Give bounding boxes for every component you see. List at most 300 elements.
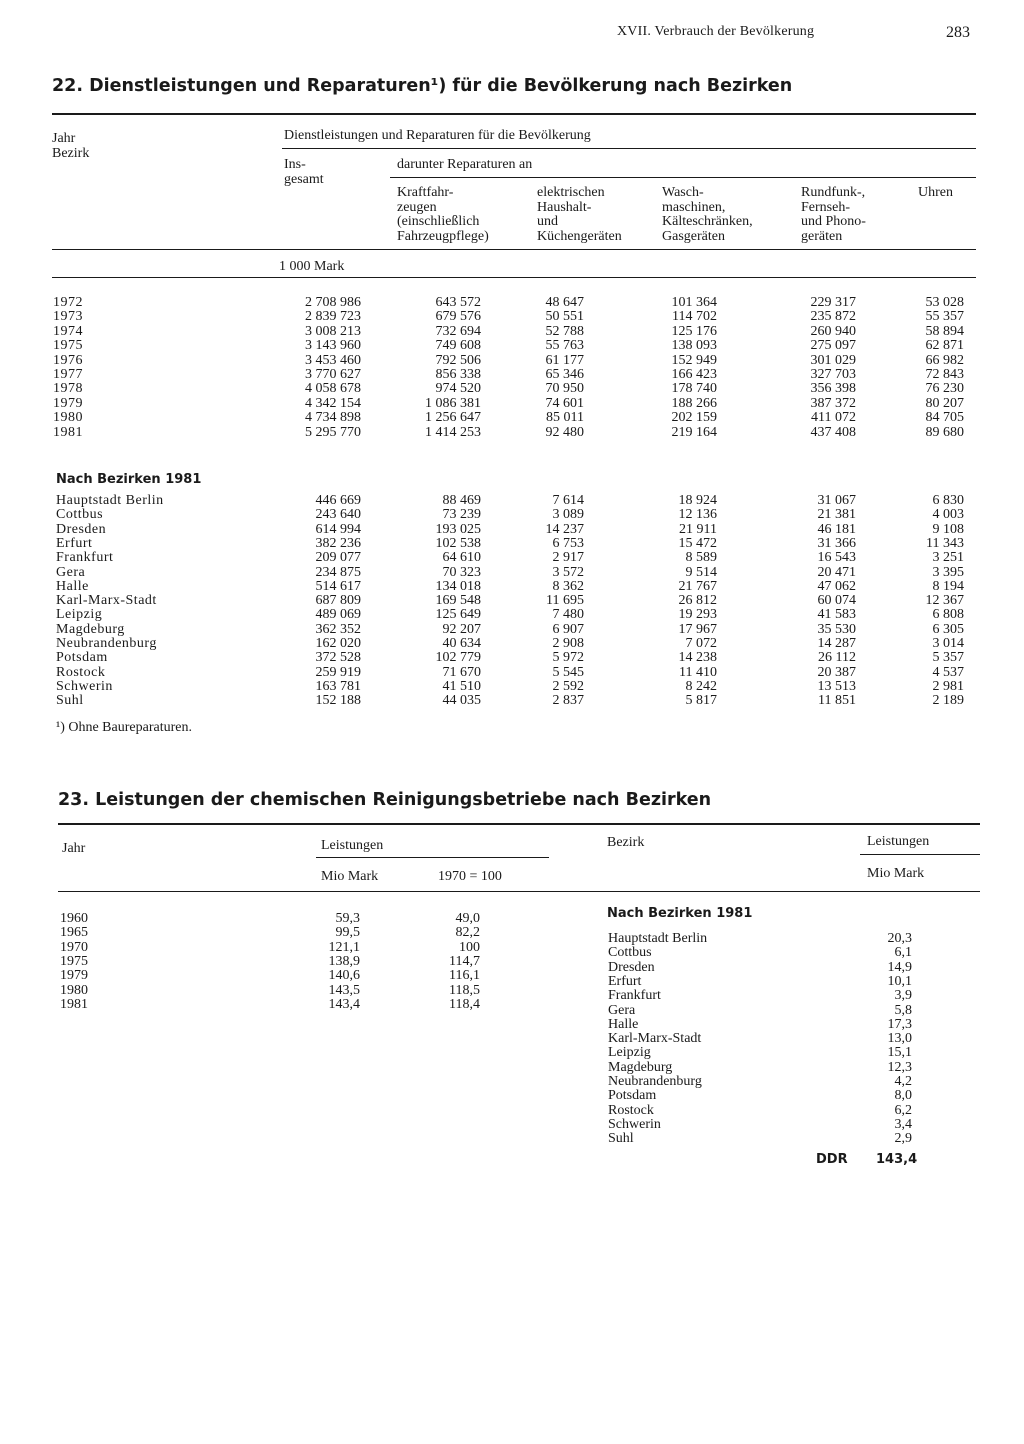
cell-value: 71 670 bbox=[442, 664, 481, 680]
cell-value: 229 317 bbox=[810, 295, 856, 310]
cell-value: 188 266 bbox=[671, 395, 717, 411]
cell-value: 21 767 bbox=[678, 578, 717, 594]
cell-mio-mark: 138,9 bbox=[328, 953, 360, 969]
cell-value: 20,3 bbox=[887, 931, 912, 946]
col-insgesamt-2: gesamt bbox=[284, 172, 324, 187]
cell-value: 20 387 bbox=[817, 664, 856, 680]
cell-value: 3,9 bbox=[894, 988, 912, 1004]
col-darunter-label: darunter Reparaturen an bbox=[397, 157, 533, 172]
cell-value: 11 343 bbox=[926, 535, 964, 551]
row-label: Cottbus bbox=[56, 507, 104, 523]
sub-column-header-line: Uhren bbox=[918, 185, 953, 200]
cell-value: 8 194 bbox=[932, 578, 964, 594]
cell-value: 44 035 bbox=[442, 693, 481, 709]
row-label: 1970 bbox=[60, 939, 88, 955]
cell-value: 101 364 bbox=[671, 295, 717, 310]
cell-value: 70 323 bbox=[442, 564, 481, 580]
cell-value: 35 530 bbox=[817, 621, 856, 637]
cell-value: 64 610 bbox=[442, 550, 481, 566]
page-number: 283 bbox=[946, 24, 970, 41]
cell-mio-mark: 143,4 bbox=[328, 996, 360, 1012]
table-row bbox=[0, 1088, 1024, 1103]
row-label: Magdeburg bbox=[608, 1059, 673, 1075]
row-label: Potsdam bbox=[56, 650, 108, 666]
sub-column-header-line: und bbox=[537, 214, 558, 229]
table-23-top-rule bbox=[58, 823, 980, 825]
t23-col-mio-mark: Mio Mark bbox=[321, 869, 379, 884]
table-row bbox=[0, 1003, 1024, 1018]
cell-value: 2 592 bbox=[552, 678, 584, 694]
cell-value: 362 352 bbox=[315, 621, 361, 637]
row-label: Schwerin bbox=[56, 678, 113, 694]
cell-value: 178 740 bbox=[671, 381, 717, 397]
cell-value: 2 917 bbox=[552, 550, 584, 566]
sub-column-header-line: und Phono- bbox=[801, 214, 866, 229]
cell-value: 234 875 bbox=[315, 564, 361, 580]
table-row bbox=[0, 622, 1024, 637]
cell-value: 382 236 bbox=[315, 535, 361, 551]
cell-value: 275 097 bbox=[810, 338, 856, 354]
cell-value: 4 003 bbox=[932, 507, 964, 523]
cell-value: 792 506 bbox=[435, 352, 481, 368]
row-label: Leipzig bbox=[56, 607, 103, 623]
cell-value: 2,9 bbox=[894, 1131, 912, 1147]
cell-index: 82,2 bbox=[455, 925, 480, 941]
cell-index: 100 bbox=[459, 939, 480, 955]
cell-value: 138 093 bbox=[671, 338, 717, 354]
cell-value: 387 372 bbox=[810, 395, 856, 411]
footnote: ¹) Ohne Baureparaturen. bbox=[56, 720, 192, 735]
cell-value: 3 143 960 bbox=[305, 338, 361, 354]
table-row bbox=[0, 1060, 1024, 1075]
sub-column-header-line: Rundfunk-, bbox=[801, 185, 866, 200]
cell-value: 12 367 bbox=[925, 593, 964, 609]
table-row bbox=[0, 493, 1024, 508]
cell-value: 80 207 bbox=[925, 395, 964, 411]
cell-value: 92 207 bbox=[442, 621, 481, 637]
cell-value: 26 812 bbox=[678, 593, 717, 609]
cell-value: 2 908 bbox=[552, 636, 584, 651]
row-label: Hauptstadt Berlin bbox=[608, 931, 708, 946]
cell-value: 235 872 bbox=[810, 309, 856, 325]
cell-value: 14 287 bbox=[817, 636, 856, 651]
cell-value: 50 551 bbox=[545, 309, 584, 325]
cell-value: 643 572 bbox=[435, 295, 481, 310]
table-23-title: 23. Leistungen der chemischen Reinigungsbetriebe nach Bezirken bbox=[58, 790, 712, 810]
cell-value: 5 817 bbox=[685, 693, 717, 709]
row-label: 1979 bbox=[53, 395, 83, 411]
cell-value: 8 362 bbox=[552, 578, 584, 594]
cell-value: 1 414 253 bbox=[425, 424, 481, 440]
cell-value: 10,1 bbox=[887, 973, 912, 989]
cell-value: 9 108 bbox=[932, 521, 964, 537]
cell-value: 88 469 bbox=[442, 493, 481, 508]
cell-value: 11 695 bbox=[546, 593, 584, 609]
row-label: 1981 bbox=[60, 996, 88, 1012]
cell-index: 118,5 bbox=[449, 982, 480, 998]
sub-column-header-line: geräten bbox=[801, 228, 843, 244]
t23-col-mio-mark-right: Mio Mark bbox=[867, 866, 925, 881]
cell-value: 5 972 bbox=[552, 650, 584, 666]
cell-value: 46 181 bbox=[817, 521, 856, 537]
cell-value: 169 548 bbox=[435, 593, 481, 609]
cell-value: 11 410 bbox=[679, 664, 717, 680]
cell-value: 48 647 bbox=[545, 295, 584, 310]
table-row bbox=[0, 1074, 1024, 1089]
cell-value: 2 189 bbox=[932, 693, 964, 709]
row-label: Rostock bbox=[56, 664, 106, 680]
cell-value: 974 520 bbox=[435, 381, 481, 397]
cell-value: 3 008 213 bbox=[305, 323, 361, 339]
cell-value: 411 072 bbox=[811, 410, 856, 426]
t23-col-bezirk: Bezirk bbox=[607, 835, 645, 850]
cell-value: 3 770 627 bbox=[305, 367, 361, 382]
cell-value: 55 357 bbox=[925, 309, 964, 325]
table-row bbox=[0, 338, 1024, 353]
cell-value: 85 011 bbox=[546, 410, 584, 426]
cell-value: 7 614 bbox=[552, 493, 584, 508]
cell-value: 17,3 bbox=[887, 1016, 912, 1032]
cell-value: 732 694 bbox=[435, 323, 481, 339]
cell-value: 65 346 bbox=[545, 367, 584, 382]
cell-value: 12 136 bbox=[678, 507, 717, 523]
cell-value: 856 338 bbox=[435, 367, 481, 382]
cell-value: 514 617 bbox=[315, 578, 361, 594]
row-label: 1977 bbox=[53, 367, 83, 382]
row-label: 1976 bbox=[53, 352, 83, 368]
table-row bbox=[0, 410, 1024, 425]
sub-column-header-line: maschinen, bbox=[662, 199, 726, 215]
col-group-label: Dienstleistungen und Reparaturen für die Bevölkerung bbox=[284, 128, 591, 143]
row-label: 1975 bbox=[60, 953, 88, 969]
cell-value: 166 423 bbox=[671, 367, 717, 382]
row-label: 1965 bbox=[60, 925, 88, 941]
cell-value: 6 808 bbox=[932, 607, 964, 623]
cell-value: 15,1 bbox=[887, 1045, 912, 1061]
col-jahr-label: Jahr bbox=[52, 131, 76, 146]
cell-value: 202 159 bbox=[671, 410, 717, 426]
table-row bbox=[0, 1131, 1024, 1146]
cell-value: 1 256 647 bbox=[425, 410, 481, 426]
row-label: Karl-Marx-Stadt bbox=[608, 1031, 702, 1047]
cell-value: 62 871 bbox=[925, 338, 964, 354]
cell-value: 372 528 bbox=[315, 650, 361, 666]
table-row bbox=[0, 396, 1024, 411]
cell-value: 89 680 bbox=[925, 424, 964, 440]
cell-value: 260 940 bbox=[810, 323, 856, 339]
table-row bbox=[0, 536, 1024, 551]
cell-value: 52 788 bbox=[545, 323, 584, 339]
sub-column-header-line: Fernseh- bbox=[801, 199, 850, 215]
cell-value: 2 837 bbox=[552, 693, 584, 709]
table-row bbox=[0, 425, 1024, 440]
row-label: Erfurt bbox=[56, 535, 93, 551]
cell-value: 6 830 bbox=[932, 493, 964, 508]
cell-value: 21 381 bbox=[817, 507, 856, 523]
cell-value: 6,1 bbox=[894, 945, 912, 961]
cell-value: 219 164 bbox=[671, 424, 717, 440]
cell-value: 72 843 bbox=[925, 367, 964, 382]
cell-value: 14 237 bbox=[545, 521, 584, 537]
bezirke-heading: Nach Bezirken 1981 bbox=[56, 472, 202, 487]
t23-right-rule bbox=[860, 854, 980, 855]
row-label: Gera bbox=[56, 564, 86, 580]
header-rule bbox=[52, 249, 976, 250]
cell-mio-mark: 59,3 bbox=[335, 911, 360, 926]
cell-value: 8 589 bbox=[685, 550, 717, 566]
sub-column-header-line: elektrischen bbox=[537, 185, 605, 200]
row-label: 1973 bbox=[53, 309, 83, 325]
row-label: Hauptstadt Berlin bbox=[56, 493, 164, 508]
cell-value: 6 907 bbox=[552, 621, 584, 637]
cell-value: 3 453 460 bbox=[305, 352, 361, 368]
table-row bbox=[0, 367, 1024, 382]
sub-column-header-line: Wasch- bbox=[662, 185, 704, 200]
cell-value: 1 086 381 bbox=[425, 395, 481, 411]
t23-leistungen-rule bbox=[316, 857, 549, 858]
row-label: Rostock bbox=[608, 1102, 654, 1118]
cell-value: 301 029 bbox=[810, 352, 856, 368]
table-row bbox=[0, 507, 1024, 522]
table-row bbox=[0, 636, 1024, 651]
unit-rule bbox=[52, 277, 976, 278]
cell-value: 209 077 bbox=[315, 550, 361, 566]
total-value: 143,4 bbox=[876, 1152, 918, 1167]
cell-value: 2 981 bbox=[932, 678, 964, 694]
cell-value: 19 293 bbox=[678, 607, 717, 623]
row-label: Neubrandenburg bbox=[56, 636, 157, 651]
table-row bbox=[0, 945, 1024, 960]
sub-column-header-line: Kraftfahr- bbox=[397, 185, 454, 200]
cell-value: 679 576 bbox=[435, 309, 481, 325]
cell-value: 4 537 bbox=[932, 664, 964, 680]
cell-value: 9 514 bbox=[685, 564, 717, 580]
table-row bbox=[0, 607, 1024, 622]
sub-column-header-line: Fahrzeugpflege) bbox=[397, 228, 489, 244]
group-rule bbox=[282, 148, 976, 149]
cell-value: 437 408 bbox=[810, 424, 856, 440]
table-row bbox=[0, 960, 1024, 975]
cell-value: 31 067 bbox=[817, 493, 856, 508]
cell-value: 3 572 bbox=[552, 564, 584, 580]
row-label: 1974 bbox=[53, 323, 83, 339]
cell-value: 162 020 bbox=[315, 636, 361, 651]
cell-value: 4 058 678 bbox=[305, 381, 361, 397]
cell-value: 53 028 bbox=[925, 295, 964, 310]
table-row bbox=[0, 381, 1024, 396]
table-row bbox=[0, 665, 1024, 680]
cell-mio-mark: 140,6 bbox=[328, 968, 360, 984]
cell-value: 102 538 bbox=[435, 535, 481, 551]
table-row bbox=[0, 1103, 1024, 1118]
table-row bbox=[0, 593, 1024, 608]
table-row bbox=[0, 1045, 1024, 1060]
cell-value: 2 839 723 bbox=[305, 309, 361, 325]
cell-value: 41 583 bbox=[817, 607, 856, 623]
cell-value: 749 608 bbox=[435, 338, 481, 354]
table-row bbox=[0, 295, 1024, 310]
cell-value: 11 851 bbox=[818, 693, 856, 709]
cell-value: 3,4 bbox=[894, 1116, 912, 1132]
cell-value: 58 894 bbox=[925, 323, 964, 339]
cell-value: 5 357 bbox=[932, 650, 964, 666]
table-row bbox=[0, 693, 1024, 708]
table-row bbox=[0, 522, 1024, 537]
table-row bbox=[0, 931, 1024, 946]
running-header: XVII. Verbrauch der Bevölkerung bbox=[617, 24, 815, 39]
cell-value: 20 471 bbox=[817, 564, 856, 580]
cell-value: 134 018 bbox=[435, 578, 481, 594]
row-label: Halle bbox=[608, 1016, 639, 1032]
cell-value: 8,0 bbox=[894, 1088, 912, 1104]
cell-value: 7 072 bbox=[685, 636, 717, 651]
table-row bbox=[0, 550, 1024, 565]
cell-index: 116,1 bbox=[449, 968, 480, 984]
cell-value: 7 480 bbox=[552, 607, 584, 623]
cell-value: 152 188 bbox=[315, 693, 361, 709]
row-label: Suhl bbox=[56, 693, 84, 709]
table-row bbox=[0, 1031, 1024, 1046]
t23-col-jahr: Jahr bbox=[62, 841, 86, 856]
row-label: 1980 bbox=[53, 410, 83, 426]
cell-value: 73 239 bbox=[442, 507, 481, 523]
cell-value: 76 230 bbox=[925, 381, 964, 397]
cell-value: 114 702 bbox=[672, 309, 717, 325]
cell-value: 3 089 bbox=[552, 507, 584, 523]
table-row bbox=[0, 565, 1024, 580]
cell-value: 74 601 bbox=[545, 395, 584, 411]
cell-value: 26 112 bbox=[818, 650, 856, 666]
cell-value: 259 919 bbox=[315, 664, 361, 680]
cell-value: 125 649 bbox=[435, 607, 481, 623]
cell-value: 13 513 bbox=[817, 678, 856, 694]
row-label: Magdeburg bbox=[56, 621, 125, 637]
cell-value: 5 545 bbox=[552, 664, 584, 680]
table-row bbox=[0, 911, 1024, 926]
row-label: 1980 bbox=[60, 982, 88, 998]
table-row bbox=[0, 309, 1024, 324]
cell-value: 41 510 bbox=[442, 678, 481, 694]
col-insgesamt-1: Ins- bbox=[284, 157, 306, 172]
sub-column-header-line: Küchengeräten bbox=[537, 228, 622, 244]
row-label: Gera bbox=[608, 1002, 636, 1018]
cell-value: 47 062 bbox=[817, 578, 856, 594]
cell-value: 3 014 bbox=[932, 636, 964, 651]
table-row bbox=[0, 579, 1024, 594]
row-label: Schwerin bbox=[608, 1116, 661, 1132]
row-label: Dresden bbox=[608, 959, 655, 975]
cell-mio-mark: 121,1 bbox=[328, 939, 360, 955]
cell-index: 118,4 bbox=[449, 996, 480, 1012]
cell-value: 21 911 bbox=[679, 521, 717, 537]
row-label: 1975 bbox=[53, 338, 83, 354]
row-label: Neubrandenburg bbox=[608, 1074, 702, 1089]
cell-value: 3 395 bbox=[932, 564, 964, 580]
table-23-header-rule bbox=[58, 891, 980, 892]
cell-value: 446 669 bbox=[315, 493, 361, 508]
cell-value: 327 703 bbox=[810, 367, 856, 382]
cell-value: 40 634 bbox=[442, 636, 481, 651]
row-label: 1960 bbox=[60, 911, 88, 926]
cell-value: 66 982 bbox=[925, 352, 964, 368]
t23-bezirke-heading: Nach Bezirken 1981 bbox=[607, 906, 753, 921]
t23-col-index: 1970 = 100 bbox=[438, 869, 502, 884]
unit-label: 1 000 Mark bbox=[279, 259, 345, 274]
t23-col-leistungen-right: Leistungen bbox=[867, 834, 930, 849]
cell-value: 243 640 bbox=[315, 507, 361, 523]
sub-column-header-line: zeugen bbox=[397, 199, 437, 215]
cell-value: 55 763 bbox=[545, 338, 584, 354]
cell-value: 84 705 bbox=[925, 410, 964, 426]
cell-value: 5,8 bbox=[894, 1002, 912, 1018]
row-label: Halle bbox=[56, 578, 89, 594]
t23-col-leistungen: Leistungen bbox=[321, 838, 384, 853]
row-label: Suhl bbox=[608, 1131, 634, 1147]
cell-value: 6 305 bbox=[932, 621, 964, 637]
row-label: 1979 bbox=[60, 968, 88, 984]
cell-mio-mark: 99,5 bbox=[335, 925, 360, 941]
cell-value: 70 950 bbox=[545, 381, 584, 397]
row-label: 1981 bbox=[53, 424, 83, 440]
table-row bbox=[0, 353, 1024, 368]
cell-value: 4 734 898 bbox=[305, 410, 361, 426]
cell-value: 614 994 bbox=[315, 521, 361, 537]
table-row bbox=[0, 988, 1024, 1003]
cell-value: 152 949 bbox=[671, 352, 717, 368]
table-row bbox=[0, 650, 1024, 665]
table-row bbox=[0, 679, 1024, 694]
cell-value: 31 366 bbox=[817, 535, 856, 551]
row-label: Erfurt bbox=[608, 973, 642, 989]
table-22-top-rule bbox=[52, 113, 976, 115]
table-22-title: 22. Dienstleistungen und Reparaturen¹) für die Bevölkerung nach Bezirken bbox=[52, 76, 793, 96]
cell-value: 193 025 bbox=[435, 521, 481, 537]
row-label: Leipzig bbox=[608, 1045, 651, 1061]
cell-value: 489 069 bbox=[315, 607, 361, 623]
sub-column-header-line: Haushalt- bbox=[537, 199, 592, 215]
cell-value: 12,3 bbox=[887, 1059, 912, 1075]
darunter-rule bbox=[390, 177, 976, 178]
row-label: Cottbus bbox=[608, 945, 652, 961]
cell-value: 102 779 bbox=[435, 650, 481, 666]
cell-value: 125 176 bbox=[671, 323, 717, 339]
col-bezirk-label: Bezirk bbox=[52, 146, 90, 161]
row-label: Karl-Marx-Stadt bbox=[56, 593, 157, 609]
sub-column-header-line: (einschließlich bbox=[397, 214, 480, 229]
row-label: 1972 bbox=[53, 295, 83, 310]
row-label: Frankfurt bbox=[608, 988, 661, 1004]
cell-value: 4 342 154 bbox=[305, 395, 361, 411]
cell-value: 687 809 bbox=[315, 593, 361, 609]
cell-value: 8 242 bbox=[685, 678, 717, 694]
cell-value: 15 472 bbox=[678, 535, 717, 551]
cell-value: 14,9 bbox=[887, 959, 912, 975]
table-row bbox=[0, 974, 1024, 989]
cell-value: 3 251 bbox=[932, 550, 964, 566]
table-row bbox=[0, 1017, 1024, 1032]
cell-value: 14 238 bbox=[678, 650, 717, 666]
total-label: DDR bbox=[816, 1152, 848, 1167]
cell-value: 16 543 bbox=[817, 550, 856, 566]
cell-value: 6 753 bbox=[552, 535, 584, 551]
row-label: 1978 bbox=[53, 381, 83, 397]
cell-value: 5 295 770 bbox=[305, 424, 361, 440]
row-label: Potsdam bbox=[608, 1088, 657, 1104]
cell-value: 6,2 bbox=[894, 1102, 912, 1118]
table-row bbox=[0, 1117, 1024, 1132]
table-row bbox=[0, 324, 1024, 339]
cell-value: 163 781 bbox=[315, 678, 361, 694]
